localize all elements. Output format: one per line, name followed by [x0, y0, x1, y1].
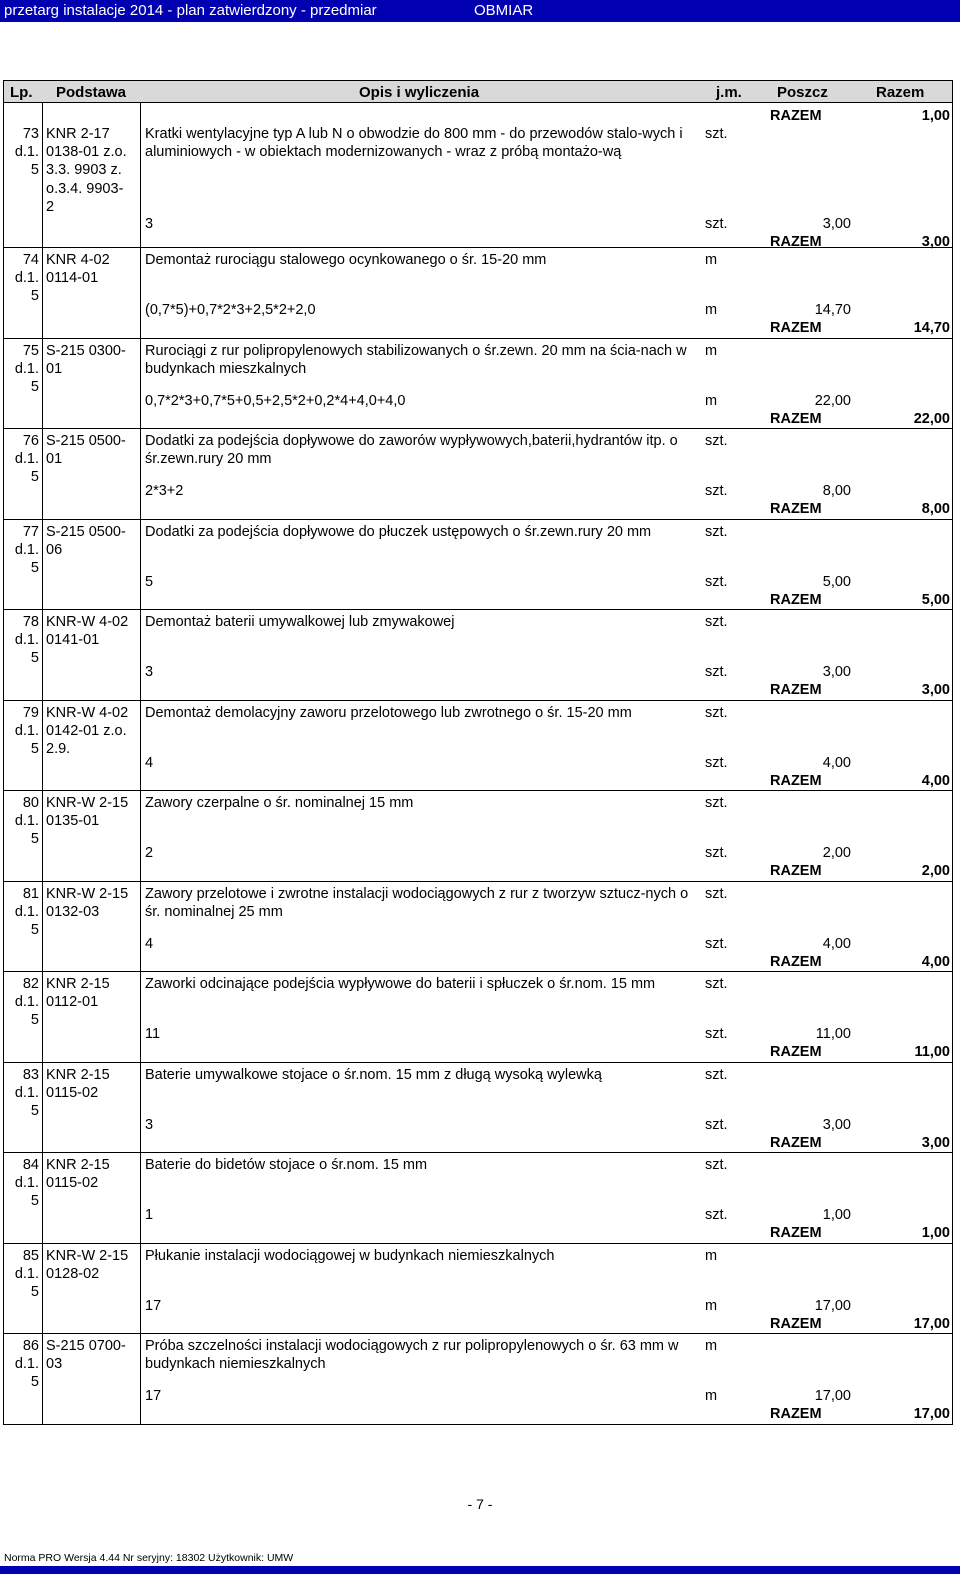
item-podstawa: KNR 2-15 — [46, 1067, 110, 1083]
item-razem-value: 3,00 — [921, 1135, 950, 1151]
item-podstawa: KNR 2-15 — [46, 976, 110, 992]
item-unit: szt. — [705, 433, 728, 449]
item-lp: 82 — [22, 976, 39, 992]
item-lp: 80 — [22, 795, 39, 811]
item-razem-label: RAZEM — [770, 411, 822, 427]
item-poszcz: 17,00 — [814, 1388, 851, 1404]
item-calculation: 5 — [145, 574, 154, 590]
item-lp: 5 — [30, 288, 39, 305]
row-divider — [4, 971, 952, 972]
item-calc-unit: m — [705, 302, 718, 318]
item-lp: 5 — [30, 560, 39, 577]
item-calc-unit: szt. — [705, 1117, 728, 1133]
item-podstawa: 2.9. — [46, 741, 71, 758]
item-podstawa: 0112-01 — [46, 994, 99, 1011]
item-razem-label: RAZEM — [770, 320, 822, 336]
item-razem-value: 4,00 — [921, 773, 950, 789]
item-razem-label: RAZEM — [770, 1135, 822, 1151]
item-podstawa: 0135-01 — [46, 813, 100, 830]
row-divider — [4, 1062, 952, 1063]
item-podstawa: 0141-01 — [46, 632, 100, 649]
item-lp: 84 — [22, 1157, 39, 1173]
item-lp: d.1. — [14, 1085, 39, 1102]
item-podstawa: o.3.4. 9903- — [46, 180, 124, 197]
item-lp: d.1. — [14, 994, 39, 1011]
item-podstawa: 0128-02 — [46, 1266, 100, 1283]
carry-razem-value: 1,00 — [921, 108, 950, 124]
item-razem-label: RAZEM — [770, 592, 822, 608]
item-podstawa: KNR-W 2-15 — [46, 886, 129, 902]
item-description: Baterie umywalkowe stojace o śr.nom. 15 mm z długą wysoką wylewką — [145, 1067, 602, 1083]
item-podstawa: KNR-W 4-02 — [46, 614, 129, 630]
item-calculation: 4 — [145, 936, 154, 952]
row-divider — [4, 881, 952, 882]
item-calculation: 17 — [145, 1388, 162, 1404]
item-lp: 73 — [22, 126, 39, 142]
item-lp: 79 — [22, 705, 39, 721]
row-divider — [4, 1333, 952, 1334]
item-podstawa: S-215 0700- — [46, 1338, 126, 1354]
item-podstawa: 06 — [46, 542, 63, 559]
item-calculation: 2*3+2 — [145, 483, 184, 499]
item-description: Demontaż baterii umywalkowej lub zmywakowej — [145, 614, 455, 630]
item-description: Demontaż rurociągu stalowego ocynkowanego o śr. 15-20 mm — [145, 252, 547, 268]
item-calc-unit: szt. — [705, 845, 728, 861]
item-lp: 5 — [30, 162, 39, 179]
item-razem-label: RAZEM — [770, 1044, 822, 1060]
item-lp: d.1. — [14, 723, 39, 740]
item-poszcz: 3,00 — [822, 216, 851, 232]
item-razem-value: 17,00 — [913, 1406, 950, 1422]
item-description: Zawory czerpalne o śr. nominalnej 15 mm — [145, 795, 414, 811]
row-divider — [4, 519, 952, 520]
item-poszcz: 1,00 — [822, 1207, 851, 1223]
item-lp: 75 — [22, 343, 39, 359]
item-podstawa: 0115-02 — [46, 1085, 99, 1102]
item-lp: 77 — [22, 524, 39, 540]
item-podstawa: 3.3. 9903 z. — [46, 162, 122, 179]
item-lp: 5 — [30, 650, 39, 667]
row-divider — [4, 1152, 952, 1153]
item-razem-value: 3,00 — [921, 682, 950, 698]
item-lp: 85 — [22, 1248, 39, 1264]
item-razem-value: 2,00 — [921, 863, 950, 879]
item-podstawa: 0115-02 — [46, 1175, 99, 1192]
page-number: - 7 - — [467, 1496, 493, 1512]
item-razem-label: RAZEM — [770, 682, 822, 698]
item-description: Rurociągi z rur polipropylenowych stabilizowanych o śr.zewn. 20 mm na ścia-nach w budynkach mieszkalnych — [145, 343, 687, 377]
item-calculation: 17 — [145, 1298, 162, 1314]
item-unit: m — [705, 343, 718, 359]
measurement-table — [3, 103, 953, 1425]
item-razem-value: 8,00 — [921, 501, 950, 517]
item-lp: d.1. — [14, 813, 39, 830]
software-footer: Norma PRO Wersja 4.44 Nr seryjny: 18302 Użytkownik: UMW — [4, 1552, 294, 1564]
item-poszcz: 3,00 — [822, 664, 851, 680]
row-divider — [4, 247, 952, 248]
item-calc-unit: szt. — [705, 1026, 728, 1042]
header-lp: Lp. — [10, 84, 33, 101]
item-unit: m — [705, 1338, 718, 1354]
item-razem-label: RAZEM — [770, 1316, 822, 1332]
item-razem-label: RAZEM — [770, 234, 822, 250]
item-calculation: 3 — [145, 1117, 154, 1133]
item-description: Dodatki za podejścia dopływowe do zaworów wypływowych,baterii,hydrantów itp. o śr.zewn.rury 20 mm — [145, 433, 678, 467]
item-podstawa: 01 — [46, 361, 63, 378]
item-podstawa: 2 — [46, 198, 55, 215]
item-lp: 5 — [30, 1012, 39, 1029]
item-lp: 86 — [22, 1338, 39, 1354]
row-divider — [4, 1243, 952, 1244]
item-calculation: 2 — [145, 845, 154, 861]
item-poszcz: 4,00 — [822, 936, 851, 952]
item-description: Demontaż demolacyjny zaworu przelotowego lub zwrotnego o śr. 15-20 mm — [145, 705, 632, 721]
item-razem-label: RAZEM — [770, 954, 822, 970]
item-lp: d.1. — [14, 270, 39, 287]
header-podstawa: Podstawa — [56, 84, 127, 101]
footer-bar — [0, 1566, 960, 1574]
section-title: OBMIAR — [474, 2, 534, 19]
item-podstawa: KNR 2-17 — [46, 126, 110, 142]
item-razem-value: 5,00 — [921, 592, 950, 608]
item-razem-label: RAZEM — [770, 1406, 822, 1422]
item-lp: d.1. — [14, 451, 39, 468]
item-lp: d.1. — [14, 904, 39, 921]
item-calc-unit: m — [705, 393, 718, 409]
item-description: Baterie do bidetów stojace o śr.nom. 15 mm — [145, 1157, 428, 1173]
item-podstawa: 03 — [46, 1356, 63, 1373]
item-lp: d.1. — [14, 361, 39, 378]
item-unit: szt. — [705, 886, 728, 902]
item-poszcz: 4,00 — [822, 755, 851, 771]
item-unit: szt. — [705, 1067, 728, 1083]
row-divider — [4, 609, 952, 610]
item-podstawa: 0142-01 z.o. — [46, 723, 127, 740]
item-unit: szt. — [705, 1157, 728, 1173]
item-lp: 5 — [30, 469, 39, 486]
item-poszcz: 14,70 — [814, 302, 851, 318]
item-razem-value: 22,00 — [913, 411, 950, 427]
carry-razem-label: RAZEM — [770, 108, 822, 124]
item-razem-label: RAZEM — [770, 773, 822, 789]
item-poszcz: 8,00 — [822, 483, 851, 499]
item-calc-unit: szt. — [705, 755, 728, 771]
item-razem-value: 1,00 — [921, 1225, 950, 1241]
item-description: Dodatki za podejścia dopływowe do płuczek ustępowych o śr.zewn.rury 20 mm — [145, 524, 652, 540]
item-razem-value: 4,00 — [921, 954, 950, 970]
item-razem-value: 14,70 — [913, 320, 950, 336]
item-razem-value: 3,00 — [921, 234, 950, 250]
item-lp: 78 — [22, 614, 39, 630]
item-podstawa: KNR 2-15 — [46, 1157, 110, 1173]
item-lp: 5 — [30, 741, 39, 758]
item-calculation: 0,7*2*3+0,7*5+0,5+2,5*2+0,2*4+4,0+4,0 — [145, 393, 406, 409]
header-poszcz: Poszcz — [777, 84, 828, 101]
item-description: Zaworki odcinające podejścia wypływowe do baterii i spłuczek o śr.nom. 15 mm — [145, 976, 656, 992]
item-unit: szt. — [705, 126, 728, 142]
item-calculation: 4 — [145, 755, 154, 771]
item-podstawa: 01 — [46, 451, 63, 468]
item-calc-unit: szt. — [705, 936, 728, 952]
item-calc-unit: szt. — [705, 483, 728, 499]
item-lp: 83 — [22, 1067, 39, 1083]
item-poszcz: 5,00 — [822, 574, 851, 590]
item-calc-unit: szt. — [705, 574, 728, 590]
item-calculation: 3 — [145, 664, 154, 680]
item-lp: 81 — [22, 886, 39, 902]
row-divider — [4, 428, 952, 429]
item-poszcz: 22,00 — [814, 393, 851, 409]
item-unit: m — [705, 1248, 718, 1264]
item-lp: d.1. — [14, 1356, 39, 1373]
header-razem: Razem — [876, 84, 925, 101]
item-lp: d.1. — [14, 144, 39, 161]
item-calc-unit: szt. — [705, 664, 728, 680]
row-divider — [4, 338, 952, 339]
item-description: Próba szczelności instalacji wodociągowych z rur polipropylenowych o śr. 63 mm w budynkach niemieszkalnych — [145, 1338, 679, 1372]
item-lp: 76 — [22, 433, 39, 449]
item-unit: szt. — [705, 976, 728, 992]
item-poszcz: 2,00 — [822, 845, 851, 861]
item-lp: 5 — [30, 922, 39, 939]
item-podstawa: 0132-03 — [46, 904, 100, 921]
item-podstawa: S-215 0500- — [46, 433, 126, 449]
item-lp: 5 — [30, 379, 39, 396]
item-lp: 5 — [30, 1193, 39, 1210]
item-lp: d.1. — [14, 632, 39, 649]
item-unit: m — [705, 252, 718, 268]
item-description: Płukanie instalacji wodociągowej w budynkach niemieszkalnych — [145, 1248, 555, 1264]
item-lp: 5 — [30, 831, 39, 848]
item-calculation: 11 — [145, 1026, 161, 1042]
item-lp: 5 — [30, 1284, 39, 1301]
item-razem-label: RAZEM — [770, 501, 822, 517]
item-description: Kratki wentylacyjne typ A lub N o obwodzie do 800 mm - do przewodów stalo-wych i aluminiowych - w obiektach modernizowanych - wraz z próbą montażo-wą — [145, 126, 683, 160]
item-calc-unit: szt. — [705, 216, 728, 232]
item-poszcz: 17,00 — [814, 1298, 851, 1314]
item-razem-value: 17,00 — [913, 1316, 950, 1332]
item-unit: szt. — [705, 795, 728, 811]
item-unit: szt. — [705, 614, 728, 630]
item-unit: szt. — [705, 524, 728, 540]
item-razem-label: RAZEM — [770, 1225, 822, 1241]
document-title: przetarg instalacje 2014 - plan zatwierdzony - przedmiar — [4, 2, 377, 19]
item-lp: 74 — [22, 252, 39, 268]
item-calculation: 1 — [145, 1207, 154, 1223]
item-podstawa: KNR-W 2-15 — [46, 1248, 129, 1264]
item-razem-label: RAZEM — [770, 863, 822, 879]
header-opis: Opis i wyliczenia — [359, 84, 480, 101]
item-unit: szt. — [705, 705, 728, 721]
item-calc-unit: m — [705, 1388, 718, 1404]
item-description: Zawory przelotowe i zwrotne instalacji wodociągowych z rur z tworzyw sztucz-nych o śr. nominalnej 25 mm — [145, 886, 689, 920]
item-calc-unit: m — [705, 1298, 718, 1314]
item-poszcz: 11,00 — [815, 1026, 851, 1042]
row-divider — [4, 700, 952, 701]
item-podstawa: 0138-01 z.o. — [46, 144, 127, 161]
item-lp: d.1. — [14, 542, 39, 559]
item-razem-value: 11,00 — [914, 1044, 950, 1060]
item-podstawa: KNR-W 2-15 — [46, 795, 129, 811]
title-bar — [0, 0, 960, 22]
item-podstawa: S-215 0300- — [46, 343, 126, 359]
item-poszcz: 3,00 — [822, 1117, 851, 1133]
item-lp: 5 — [30, 1374, 39, 1391]
item-podstawa: 0114-01 — [46, 270, 99, 287]
item-podstawa: KNR-W 4-02 — [46, 705, 129, 721]
item-calc-unit: szt. — [705, 1207, 728, 1223]
table-header — [3, 80, 953, 103]
item-podstawa: KNR 4-02 — [46, 252, 110, 268]
item-lp: d.1. — [14, 1175, 39, 1192]
item-lp: d.1. — [14, 1266, 39, 1283]
header-jm: j.m. — [716, 84, 742, 101]
item-podstawa: S-215 0500- — [46, 524, 126, 540]
item-calculation: 3 — [145, 216, 154, 232]
item-lp: 5 — [30, 1103, 39, 1120]
row-divider — [4, 790, 952, 791]
item-calculation: (0,7*5)+0,7*2*3+2,5*2+2,0 — [145, 302, 316, 318]
